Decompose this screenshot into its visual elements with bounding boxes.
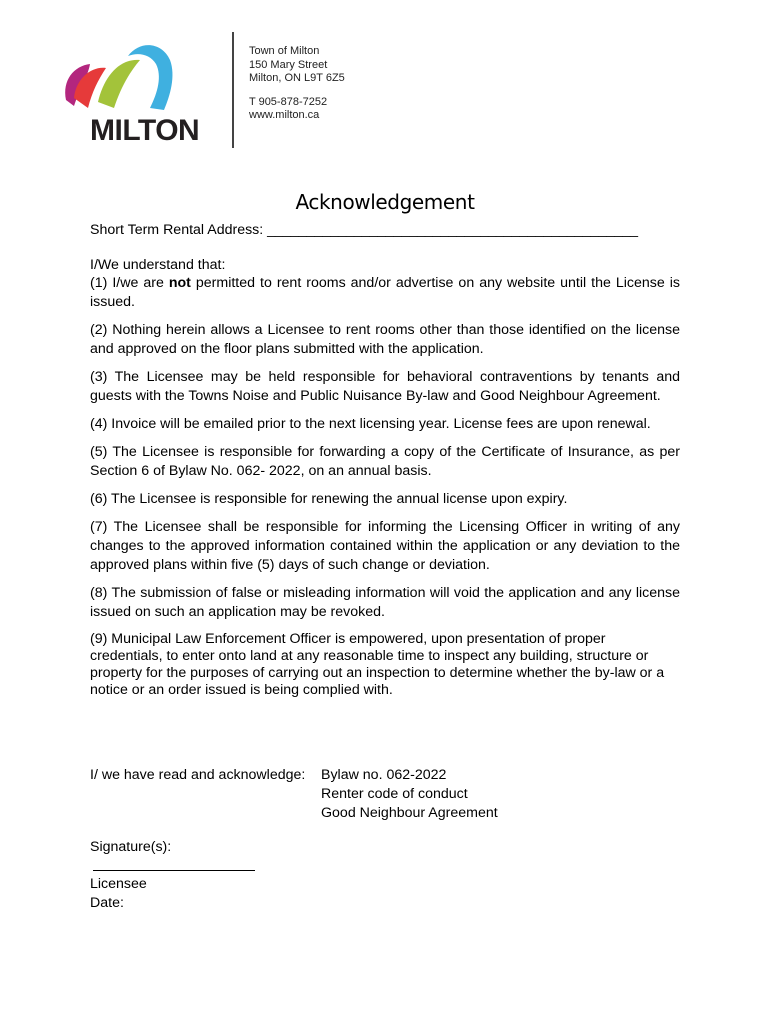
acknowledge-block — [90, 766, 680, 823]
acknowledge-lead: I/ we have read and acknowledge: — [90, 767, 306, 783]
term-2: (2) Nothing herein allows a Licensee to rent rooms other than those identified on the license and approved on the floor plans submitted with the application. — [90, 322, 680, 357]
signature-label: Signature(s): — [90, 839, 172, 855]
term-9: (9) Municipal Law Enforcement Officer is empowered, upon presentation of proper credentials, to enter onto land at any reasonable time to inspect any building, structure or property for the purposes of carrying out an inspection to determine whether the by-law or a notice or an order issued is being complied with. — [90, 631, 665, 698]
contact-org: Town of Milton — [249, 45, 320, 57]
logo-wordmark: MILTON — [90, 114, 200, 147]
contact-phone: T 905-878-7252 — [249, 95, 328, 108]
term-7: (7) The Licensee shall be responsible for informing the Licensing Officer in writing of any changes to the approved information contained within the application or any deviation to the approved plans within five (5) days of such change or deviation. — [90, 519, 680, 573]
header-divider — [232, 32, 234, 148]
understand-intro: I/We understand that: — [90, 257, 226, 273]
contact-street: 150 Mary Street — [249, 58, 328, 71]
signature-block — [90, 838, 680, 913]
address-line — [90, 221, 680, 240]
address-label: Short Term Rental Address: — [90, 222, 268, 238]
term-5: (5) The Licensee is responsible for forwarding a copy of the Certificate of Insurance, as per Section 6 of Bylaw No. 062- 2022, on an annual basis. — [90, 444, 680, 479]
term-3: (3) The Licensee may be held responsible for behavioral contraventions by tenants and guests with the Towns Noise and Public Nuisance By-law and Good Neighbour Agreement. — [90, 369, 680, 404]
acknowledge-item: Renter code of conduct — [321, 786, 468, 802]
acknowledge-item: Good Neighbour Agreement — [321, 805, 498, 821]
term-4: (4) Invoice will be emailed prior to the next licensing year. License fees are upon renewal. — [90, 416, 651, 432]
terms-list — [90, 274, 680, 708]
contact-website: www.milton.ca — [249, 109, 320, 121]
term-6: (6) The Licensee is responsible for renewing the annual license upon expiry. — [90, 491, 568, 507]
date-label: Date: — [90, 895, 124, 911]
term-8: (8) The submission of false or misleading information will void the application and any license issued on such an application may be revoked. — [90, 585, 680, 620]
licensee-label: Licensee — [90, 876, 147, 892]
contact-city: Milton, ON L9T 6Z5 — [249, 72, 345, 84]
page-title: Acknowledgement — [295, 190, 475, 214]
contact-block — [249, 45, 345, 123]
term-1-emphasis: not — [168, 275, 191, 291]
term-1: (1) I/we are not permitted to rent rooms and/or advertise on any website until the License is issued. — [90, 275, 680, 310]
address-blank: _______________________________________________ — [267, 222, 639, 238]
signature-line[interactable] — [93, 857, 255, 871]
acknowledge-item: Bylaw no. 062-2022 — [321, 767, 447, 783]
